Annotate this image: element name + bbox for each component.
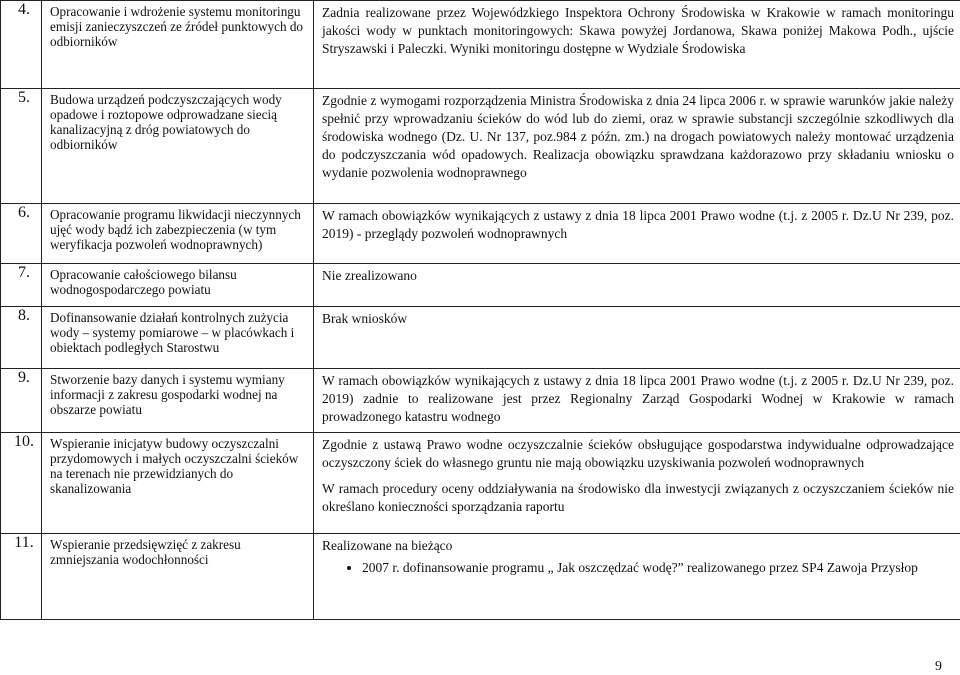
table-row xyxy=(1,264,960,307)
row-number: 9. xyxy=(1,369,42,433)
row-number: 6. xyxy=(1,204,42,264)
result-paragraph: W ramach obowiązków wynikających z ustawy z dnia 18 lipca 2001 Prawo wodne (t.j. z 2005 r. Dz.U Nr 239, poz. 2019) - przeglądy pozwoleń wodnoprawnych xyxy=(322,208,954,241)
task-cell: Stworzenie bazy danych i systemu wymiany informacji z zakresu gospodarki wodnej na obszarze powiatu xyxy=(42,369,314,433)
row-number: 7. xyxy=(1,264,42,307)
task-cell: Opracowanie całościowego bilansu wodnogospodarczego powiatu xyxy=(42,264,314,307)
task-cell: Budowa urządzeń podczyszczających wody opadowe i roztopowe odprowadzane siecią kanalizacyjną z dróg powiatowych do odbiorników xyxy=(42,89,314,204)
row-number: 5. xyxy=(1,89,42,204)
table-row xyxy=(1,204,960,264)
task-cell: Opracowanie programu likwidacji nieczynnych ujęć wody bądź ich zabezpieczenia (w tym weryfikacja pozwoleń wodnoprawnych) xyxy=(42,204,314,264)
row-number: 8. xyxy=(1,307,42,369)
task-cell: Wspieranie inicjatyw budowy oczyszczalni przydomowych i małych oczyszczalni ścieków na terenach nie przewidzianych do skanalizowania xyxy=(42,433,314,534)
result-paragraph: Zgodnie z ustawą Prawo wodne oczyszczalnie ścieków obsługujące gospodarstwa indywidualne odprowadzające oczyszczony ściek do własnego gruntu nie mają obowiązku uzyskiwania pozwoleń wodnoprawnych xyxy=(322,437,954,470)
result-paragraph: W ramach obowiązków wynikających z ustawy z dnia 18 lipca 2001 Prawo wodne (t.j. z 2005 r. Dz.U Nr 239, poz. 2019) zadnie to realizowane jest przez Regionalny Zarząd Gospodarki Wodnej w Krakowie w ramach prowadzonego katastru wodnego xyxy=(322,373,954,424)
task-cell: Opracowanie i wdrożenie systemu monitoringu emisji zanieczyszczeń ze źródeł punktowych do odbiorników xyxy=(42,1,314,89)
result-cell xyxy=(314,369,960,433)
task-cell: Wspieranie przedsięwzięć z zakresu zmniejszania wodochłonności xyxy=(42,534,314,620)
result-cell xyxy=(314,534,960,620)
table-row xyxy=(1,534,960,620)
result-paragraph: Nie zrealizowano xyxy=(322,268,417,283)
result-paragraph: Zadnia realizowane przez Wojewódzkiego Inspektora Ochrony Środowiska w Krakowie w ramach monitoringu jakości wody w punktach monitoringowych: Skawa powyżej Jordanowa, Skawa poniżej Makowa Podh., ujście Stryszawski i Paleczki. Wyniki monitoringu dostępne w Wydziale Środowiska xyxy=(322,5,954,56)
row-number: 11. xyxy=(1,534,42,620)
result-bullet-list xyxy=(322,559,954,577)
result-paragraph: Realizowane na bieżąco xyxy=(322,538,453,553)
result-cell xyxy=(314,264,960,307)
table-row xyxy=(1,1,960,89)
table-row xyxy=(1,307,960,369)
table-row xyxy=(1,369,960,433)
task-cell: Dofinansowanie działań kontrolnych zużycia wody – systemy pomiarowe – w placówkach i obiektach podległych Starostwu xyxy=(42,307,314,369)
result-cell xyxy=(314,204,960,264)
page-number: 9 xyxy=(935,659,942,674)
result-cell xyxy=(314,89,960,204)
row-number: 4. xyxy=(1,1,42,89)
result-paragraph: Zgodnie z wymogami rozporządzenia Ministra Środowiska z dnia 24 lipca 2006 r. w sprawie warunków jakie należy spełnić przy wprowadzaniu ścieków do wód lub do ziemi, oraz w sprawie substancji szczególnie szkodliwych dla środowiska wodnego (Dz. U. Nr 137, poz.984 z późn. zm.) na drogach powiatowych należy montować urządzenia do podczyszczania wód opadowych. Realizacja obowiązku sprawdzana każdorazowo przy składaniu wniosku o wydanie pozwolenia wodnoprawnego xyxy=(322,93,954,180)
list-item: • 2007 r. dofinansowanie programu „ Jak oszczędzać wodę?” realizowanego przez SP4 Zawoja Przysłop xyxy=(362,559,954,577)
result-cell xyxy=(314,307,960,369)
result-cell xyxy=(314,1,960,89)
row-number: 10. xyxy=(1,433,42,534)
result-paragraph: W ramach procedury oceny oddziaływania na środowisko dla inwestycji związanych z oczyszczaniem ścieków nie określano konieczności sporządzania raportu xyxy=(322,481,954,514)
table-row xyxy=(1,89,960,204)
table-row xyxy=(1,433,960,534)
result-cell xyxy=(314,433,960,534)
result-paragraph: Brak wniosków xyxy=(322,311,408,326)
